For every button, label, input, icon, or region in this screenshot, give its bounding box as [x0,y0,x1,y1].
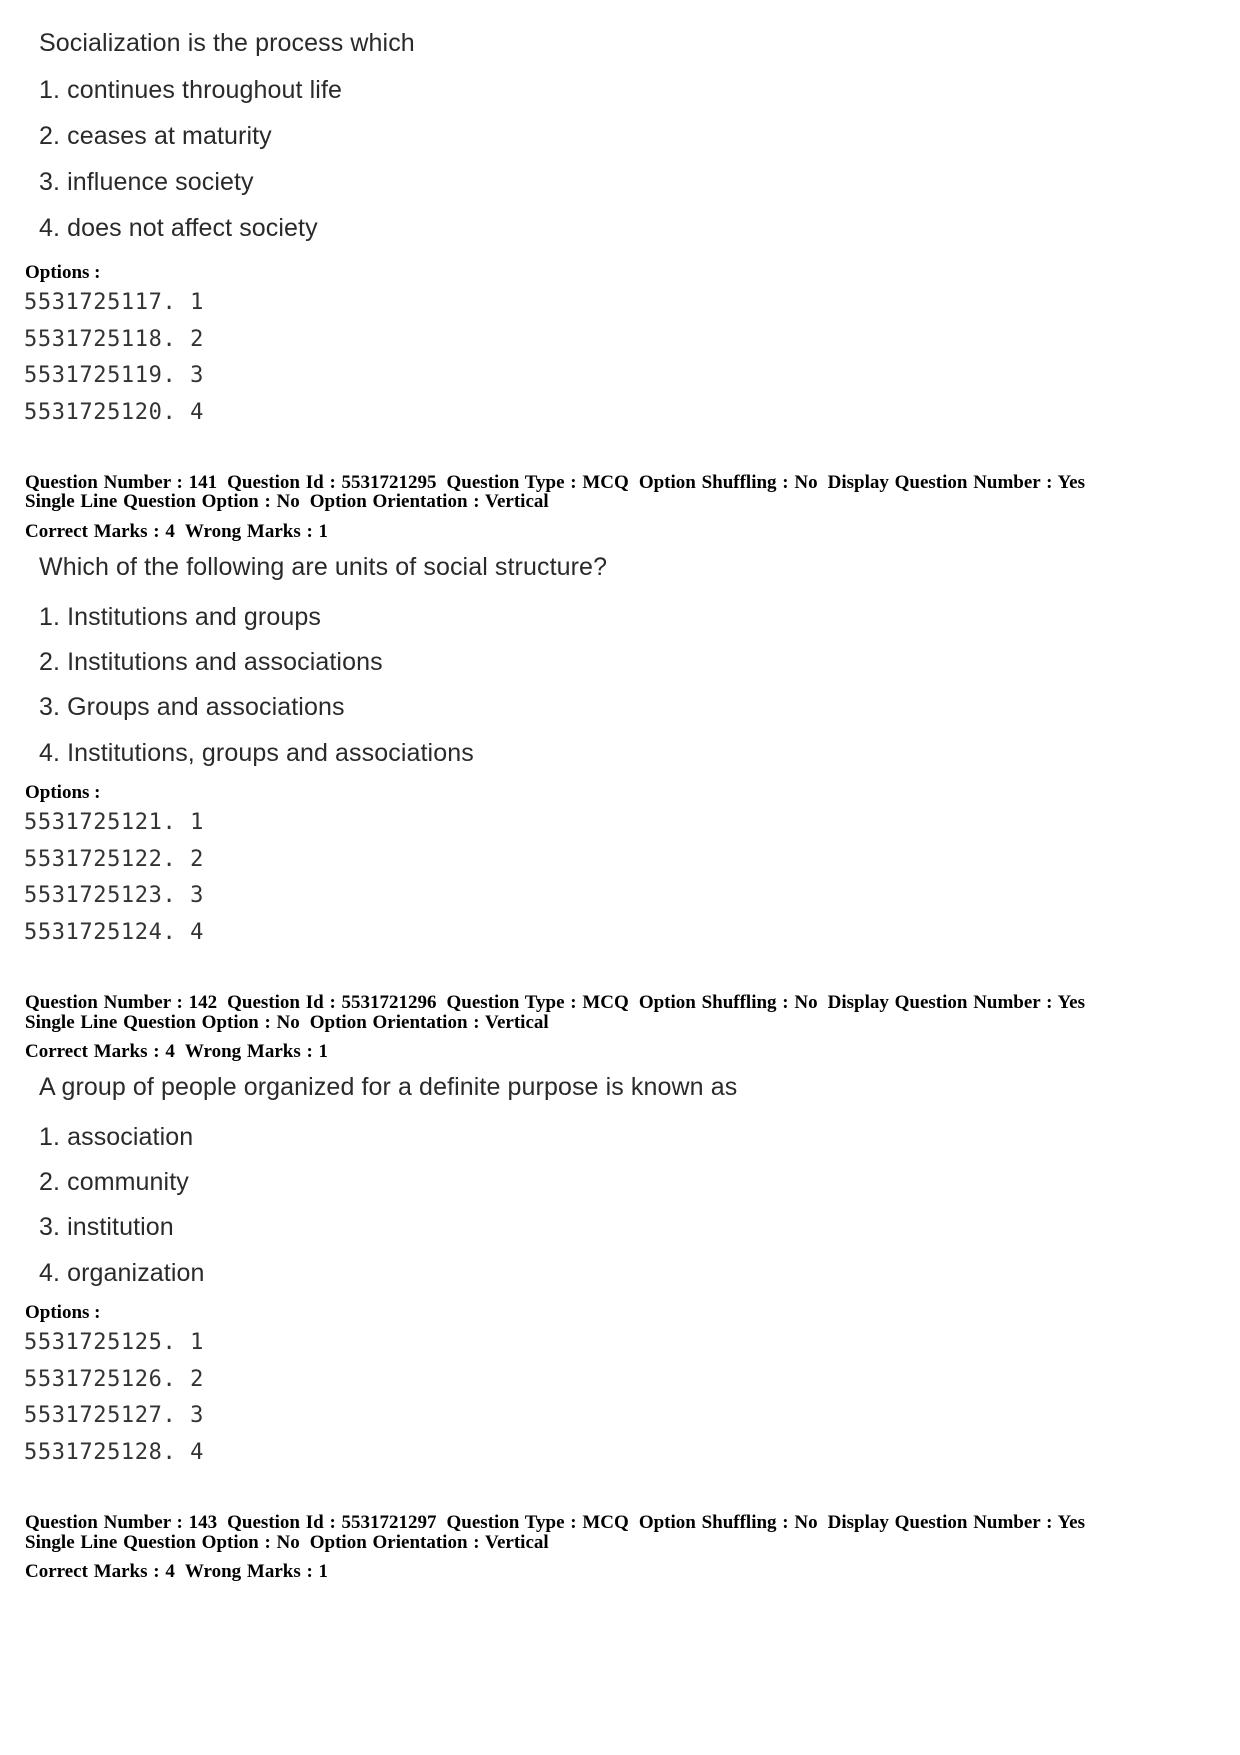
question-header-line2 [25,1013,549,1032]
wrong-marks: Wrong Marks : 1 [184,1041,329,1062]
option-shuffling: Option Shuffling : No [638,472,818,493]
question-number: Question Number : 142 [25,992,218,1013]
question-header-line1 [25,993,1085,1012]
correct-marks: Correct Marks : 4 [25,1561,175,1582]
wrong-marks: Wrong Marks : 1 [184,1561,329,1582]
question-stem: A group of people organized for a definite purpose is known as [39,1073,738,1101]
question-number: Question Number : 141 [25,472,218,493]
option-id-row-2: 5531725122. 2 [24,847,204,872]
question-header-line1 [25,1513,1085,1532]
option-id-row-2: 5531725126. 2 [24,1367,204,1392]
question-id: Question Id : 5531721296 [227,992,437,1013]
display-question-number: Display Question Number : Yes [827,992,1085,1013]
option-shuffling: Option Shuffling : No [638,1512,818,1533]
question-header-line2 [25,492,549,511]
question-choice-1: 1. Institutions and groups [39,603,321,631]
question-choice-2: 2. community [39,1168,189,1196]
question-choice-1: 1. association [39,1123,194,1151]
question-choice-4: 4. Institutions, groups and associations [39,739,474,767]
question-type: Question Type : MCQ [446,472,629,493]
single-line-question-option: Single Line Question Option : No [25,491,300,512]
correct-marks: Correct Marks : 4 [25,1041,175,1062]
question-stem: Socialization is the process which [39,29,415,57]
question-marks [25,1042,328,1061]
display-question-number: Display Question Number : Yes [827,472,1085,493]
question-stem: Which of the following are units of social structure? [39,553,608,581]
option-shuffling: Option Shuffling : No [638,992,818,1013]
options-label: Options : [25,1302,101,1323]
option-id-row-3: 5531725123. 3 [24,883,204,908]
question-marks [25,1562,328,1581]
display-question-number: Display Question Number : Yes [827,1512,1085,1533]
options-label: Options : [25,782,101,803]
option-id-row-1: 5531725121. 1 [24,810,204,835]
option-orientation: Option Orientation : Vertical [309,491,549,512]
option-id-row-1: 5531725117. 1 [24,290,204,315]
question-choice-3: 3. institution [39,1213,174,1241]
option-id-row-3: 5531725127. 3 [24,1403,204,1428]
question-type: Question Type : MCQ [446,992,629,1013]
question-number: Question Number : 143 [25,1512,218,1533]
single-line-question-option: Single Line Question Option : No [25,1532,300,1553]
question-header-line1 [25,473,1085,492]
correct-marks: Correct Marks : 4 [25,521,175,542]
option-id-row-1: 5531725125. 1 [24,1330,204,1355]
question-type: Question Type : MCQ [446,1512,629,1533]
question-marks [25,522,328,541]
option-id-row-2: 5531725118. 2 [24,327,204,352]
question-choice-2: 2. ceases at maturity [39,122,272,150]
question-choice-2: 2. Institutions and associations [39,648,383,676]
single-line-question-option: Single Line Question Option : No [25,1012,300,1033]
question-choice-1: 1. continues throughout life [39,76,343,104]
question-header-line2 [25,1533,549,1552]
option-id-row-4: 5531725120. 4 [24,400,204,425]
question-choice-4: 4. does not affect society [39,214,318,242]
question-id: Question Id : 5531721295 [227,472,437,493]
option-id-row-4: 5531725128. 4 [24,1440,204,1465]
options-label: Options : [25,262,101,283]
question-id: Question Id : 5531721297 [227,1512,437,1533]
option-id-row-3: 5531725119. 3 [24,363,204,388]
wrong-marks: Wrong Marks : 1 [184,521,329,542]
option-id-row-4: 5531725124. 4 [24,920,204,945]
option-orientation: Option Orientation : Vertical [309,1532,549,1553]
question-choice-3: 3. Groups and associations [39,693,345,721]
question-choice-3: 3. influence society [39,168,254,196]
option-orientation: Option Orientation : Vertical [309,1012,549,1033]
question-choice-4: 4. organization [39,1259,205,1287]
